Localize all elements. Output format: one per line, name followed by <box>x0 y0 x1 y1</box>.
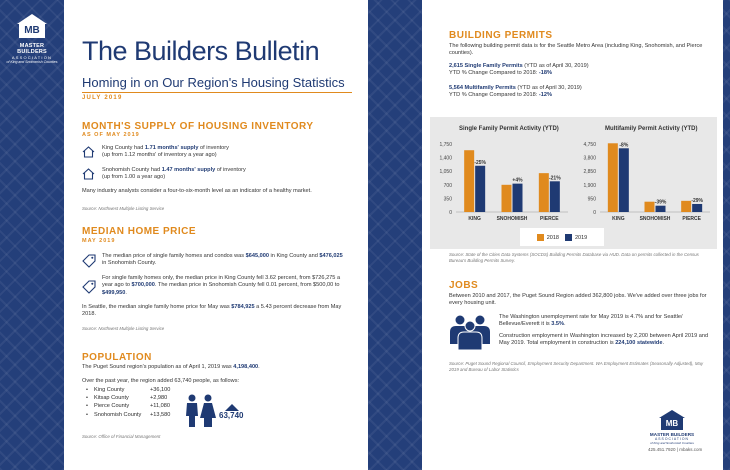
y-tick-label: 0 <box>593 210 596 216</box>
footer-logo[interactable] <box>648 410 696 445</box>
house-icon <box>82 146 95 158</box>
permits-source: Source: State of the Cities Data Systems (SOCDS) Building Permits Database via HUD. Data on permits collected in the Census Bureau's Building Permits Survey. <box>449 252 699 263</box>
data-label: -29% <box>691 197 704 204</box>
pattern-left <box>0 0 64 470</box>
y-tick-label: 1,900 <box>583 182 596 189</box>
y-tick-label: 1,750 <box>439 142 452 148</box>
list-item: • Kitsap County +2,980 <box>86 395 168 402</box>
jobs-heading: JOBS <box>449 280 479 291</box>
price-paragraph-1: The median price of single family homes and condos was $645,000 in King County and $476,025 in Snohomish County. <box>102 253 343 267</box>
supply-heading: MONTH'S SUPPLY OF HOUSING INVENTORY <box>82 121 314 132</box>
population-total: The Puget Sound region's population as of April 1, 2019 was 4,198,400. <box>82 364 260 370</box>
page-subtitle: Homing in on Our Region's Housing Statistics <box>82 75 345 90</box>
bar-pierce-2019 <box>692 204 702 212</box>
permits-single-family: 2,615 Single Family Permits (YTD as of April 30, 2019) YTD % Change Compared to 2018: -18% <box>449 63 589 77</box>
jobs-construction: Construction employment in Washington increased by 2,200 between April 2019 and May 2019. Total employment in construction is 224,100 statewide. <box>499 333 709 347</box>
logo-line-1: MASTER BUILDERS <box>17 43 47 55</box>
category-label: PIERCE <box>540 216 559 222</box>
list-item: • Snohomish County +13,580 <box>86 411 171 418</box>
data-label: +4% <box>512 177 523 184</box>
data-label: -25% <box>474 159 487 166</box>
bar-pierce-2019 <box>550 181 560 212</box>
supply-source: Source: Northwest Multiple Listing Service <box>82 206 165 211</box>
y-tick-label: 700 <box>443 182 452 189</box>
price-paragraph-2: For single family homes only, the median price in King County fell 3.62 percent, from $726,275 a year ago to $700,000. The median price in Snohomish County fell 0.01 percent, from $500,00 to $499,950. <box>102 275 341 296</box>
bar-pierce-2018 <box>539 173 549 212</box>
permits-multifamily: 5,564 Multifamily Permits (YTD as of April 30, 2019) YTD % Change Compared to 2018: -12% <box>449 85 582 99</box>
population-added: Over the past year, the region added 63,740 people, as follows: <box>82 378 240 384</box>
bar-king-2019 <box>475 166 485 212</box>
page-title: The Builders Bulletin <box>82 36 320 66</box>
supply-king: King County had 1.71 months' supply of inventory (up from 1.12 months' of inventory a year ago) <box>102 145 229 159</box>
header-divider <box>82 92 352 93</box>
list-item: • King County +36,100 <box>86 387 171 393</box>
y-tick-label: 3,800 <box>583 155 596 162</box>
jobs-source: Source: Puget Sound Regional Council, Employment Security Department. WA Employment Estimates (Seasonally Adjusted), May 2019 and Bureau of Labor Statistics <box>449 361 704 372</box>
logo-mark: MB <box>17 14 47 40</box>
list-item: • Pierce County +11,080 <box>86 403 170 410</box>
single-family-chart <box>432 136 574 228</box>
chart-title-single-family: Single Family Permit Activity (YTD) <box>459 126 559 132</box>
population-source: Source: Office of Financial Management <box>82 434 161 439</box>
bar-king-2018 <box>464 150 474 212</box>
y-tick-label: 0 <box>449 210 452 216</box>
pattern-right <box>723 0 730 470</box>
legend-item-2019: 2019 <box>565 234 587 241</box>
house-icon <box>82 168 95 180</box>
footer-logo-mark: MB <box>661 418 683 430</box>
permits-intro: The following building permit data is for the Seattle Metro Area (including King, Snohomish, and Pierce counties). <box>449 43 703 57</box>
bar-pierce-2018 <box>681 201 691 212</box>
price-tag-icon <box>82 254 96 268</box>
price-source: Source: Northwest Multiple Listing Service <box>82 326 165 331</box>
population-list <box>86 386 170 419</box>
y-tick-label: 2,850 <box>583 169 596 176</box>
category-label: PIERCE <box>682 216 701 222</box>
workers-icon <box>446 314 494 350</box>
supply-snohomish: Snohomish County had 1.47 months' supply of inventory (up from 1.00 a year ago) <box>102 167 246 181</box>
price-asof: MAY 2019 <box>82 238 116 244</box>
y-tick-label: 950 <box>587 196 596 203</box>
arrow-up-icon <box>225 404 239 411</box>
footer-logo-line-1: MASTER BUILDERS <box>649 432 695 437</box>
bar-king-2018 <box>608 143 618 212</box>
jobs-intro: Between 2010 and 2017, the Puget Sound Region added 362,800 jobs. We've added over three jobs for every housing unit. <box>449 293 707 307</box>
contact-info[interactable]: 425.451.7920 | mbaks.com <box>648 447 703 452</box>
y-tick-label: 4,750 <box>583 142 596 148</box>
y-tick-label: 350 <box>443 196 452 203</box>
bar-snohomish-2018 <box>645 202 655 212</box>
chart-legend <box>520 228 604 246</box>
pattern-middle <box>368 0 422 470</box>
brand-logo[interactable] <box>6 14 58 64</box>
category-label: SNOHOMISH <box>496 216 528 222</box>
jobs-unemployment: The Washington unemployment rate for May 2019 is 4.7% and for Seattle/ Bellevue/Everett it is 3.5%. <box>499 314 683 328</box>
y-tick-label: 1,050 <box>439 169 452 176</box>
category-label: KING <box>468 216 481 222</box>
footer-logo-line-3: of King and Snohomish Counties <box>650 441 694 445</box>
bar-snohomish-2018 <box>502 185 512 212</box>
price-heading: MEDIAN HOME PRICE <box>82 226 197 237</box>
legend-item-2018: 2018 <box>537 234 559 241</box>
data-label: -8% <box>619 142 629 149</box>
supply-asof: AS OF MAY 2019 <box>82 132 140 138</box>
price-seattle: In Seattle, the median single family home price for May was $784,925 a 5.43 percent decrease from May 2018. <box>82 304 342 318</box>
bar-snohomish-2019 <box>513 184 523 212</box>
supply-note: Many industry analysts consider a four-to-six-month level as an indicator of a healthy market. <box>82 188 312 194</box>
multifamily-chart <box>576 136 716 228</box>
population-heading: POPULATION <box>82 352 152 363</box>
y-tick-label: 1,400 <box>439 155 452 162</box>
data-label: -21% <box>548 175 561 182</box>
data-label: -39% <box>654 199 667 206</box>
issue-date: JULY 2019 <box>82 95 123 101</box>
logo-line-2: ASSOCIATION <box>11 55 53 60</box>
bar-snohomish-2019 <box>656 206 666 212</box>
bar-king-2019 <box>619 148 629 212</box>
logo-line-3: of King and Snohomish Counties <box>6 60 58 64</box>
people-icon <box>183 394 217 428</box>
population-growth-value: 63,740 <box>219 411 244 420</box>
footer-logo-line-2: ASSOCIATION <box>655 437 689 441</box>
permits-heading: BUILDING PERMITS <box>449 30 553 41</box>
category-label: SNOHOMISH <box>639 216 671 222</box>
category-label: KING <box>612 216 625 222</box>
chart-title-multifamily: Multifamily Permit Activity (YTD) <box>605 126 698 132</box>
price-tag-icon <box>82 280 96 294</box>
